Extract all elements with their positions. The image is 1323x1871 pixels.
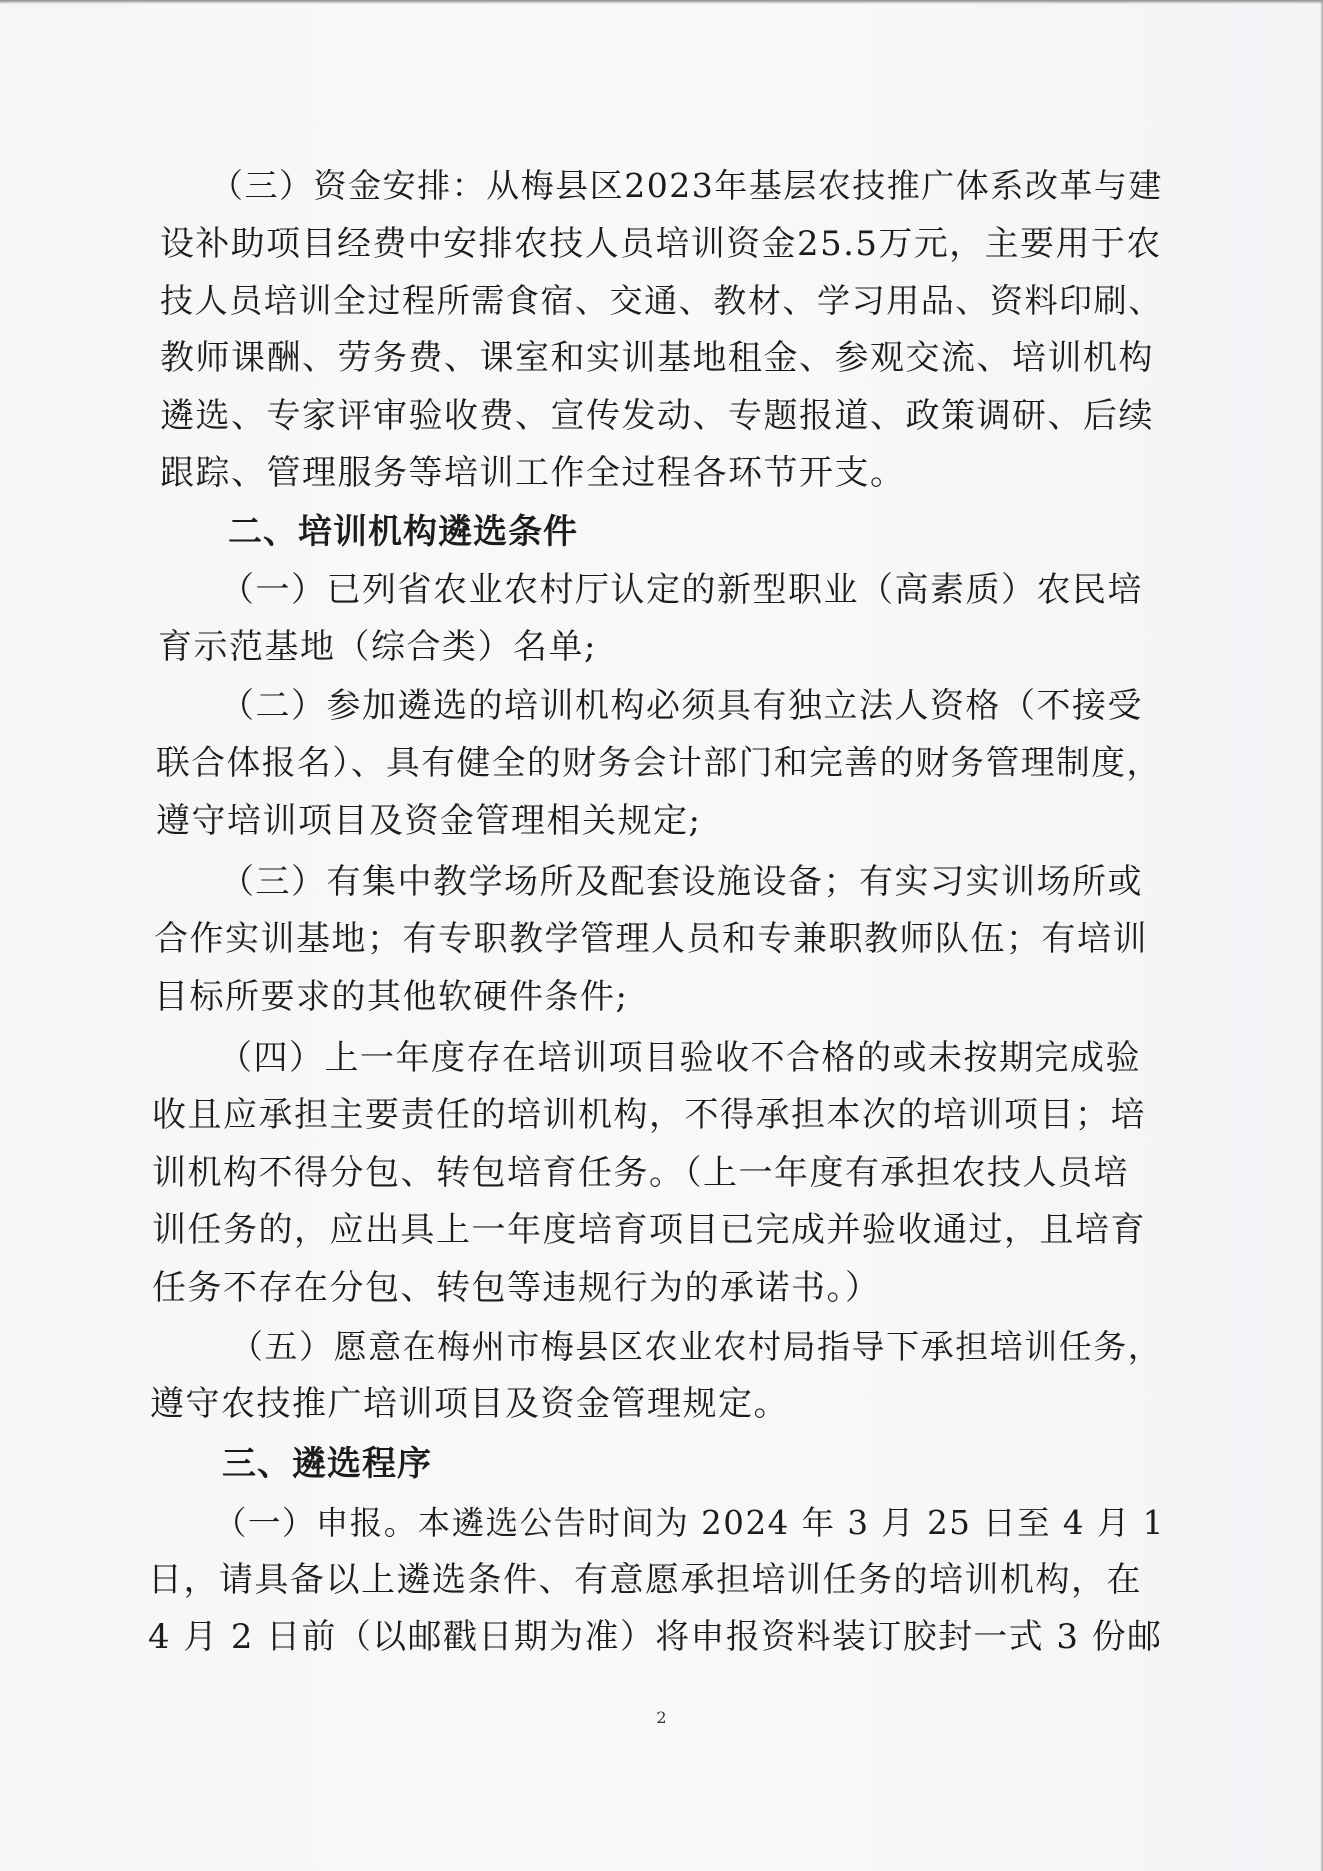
text-line: （一）申报。本遴选公告时间为 2024 年 3 月 25 日至 4 月 1 <box>214 1504 1165 1542</box>
text-line: 日，请具备以上遴选条件、有意愿承担培训任务的培训机构，在 <box>148 1560 1142 1600</box>
text-line: 训任务的，应出具上一年度培育项目已完成并验收通过，且培育 <box>152 1210 1146 1250</box>
text-line: 设补助项目经费中安排农技人员培训资金25.5万元，主要用于农 <box>160 224 1162 263</box>
text-line: 遵守培训项目及资金管理相关规定; <box>156 801 702 841</box>
section-heading-3: 三、遴选程序 <box>222 1444 432 1484</box>
text-line: 训机构不得分包、转包培育任务。（上一年度有承担农技人员培 <box>152 1153 1129 1193</box>
text-line: （三）资金安排：从梅县区2023年基层农技推广体系改革与建 <box>210 166 1163 205</box>
text-line: 教师课酬、劳务费、课室和实训基地租金、参观交流、培训机构 <box>160 338 1154 378</box>
text-line: 收且应承担主要责任的培训机构，不得承担本次的培训项目；培 <box>152 1095 1146 1135</box>
text-line: 目标所要求的其他软硬件条件; <box>154 977 629 1017</box>
text-line: （一）已列省农业农村厅认定的新型职业（高素质）农民培 <box>220 570 1143 610</box>
text-line: 任务不存在分包、转包等违规行为的承诺书。） <box>152 1268 881 1308</box>
text-line: （五）愿意在梅州市梅县区农业农村局指导下承担培训任务， <box>230 1327 1163 1366</box>
text-line: 技人员培训全过程所需食宿、交通、教材、学习用品、资料印刷、 <box>160 281 1163 320</box>
text-line: 遴选、专家评审验收费、宣传发动、专题报道、政策调研、后续 <box>160 396 1154 436</box>
page-number: 2 <box>656 1708 667 1727</box>
text-line: （四）上一年度存在培训项目验收不合格的或未按期完成验 <box>218 1038 1141 1078</box>
text-line: （三）有集中教学场所及配套设施设备；有实习实训场所或 <box>220 862 1143 902</box>
text-line: 遵守农技推广培训项目及资金管理规定。 <box>150 1384 789 1424</box>
text-line: 4 月 2 日前（以邮戳日期为准）将申报资料装订胶封一式 3 份邮 <box>148 1617 1163 1656</box>
scan-top-edge <box>0 0 1323 4</box>
text-line: （二）参加遴选的培训机构必须具有独立法人资格（不接受 <box>220 686 1143 726</box>
text-line: 跟踪、管理服务等培训工作全过程各环节开支。 <box>160 453 906 493</box>
text-line: 育示范基地（综合类）名单; <box>158 627 597 667</box>
text-line: 联合体报名）、具有健全的财务会计部门和完善的财务管理制度， <box>156 743 1162 782</box>
text-line: 合作实训基地；有专职教学管理人员和专兼职教师队伍；有培训 <box>154 919 1148 959</box>
section-heading-2: 二、培训机构遴选条件 <box>228 512 578 552</box>
